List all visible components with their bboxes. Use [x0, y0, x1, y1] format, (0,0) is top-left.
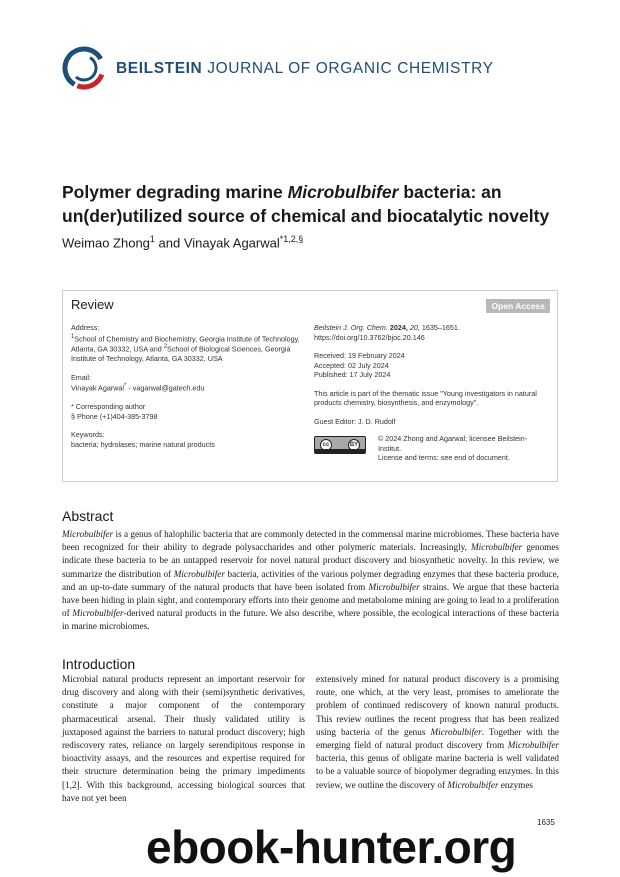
- cc-icon: cc: [320, 439, 332, 451]
- accepted-date: Accepted: 02 July 2024: [314, 360, 389, 370]
- genus-name: Microbulbifer: [430, 726, 482, 737]
- text-run: . Together with the emerging field of natural product discovery from: [316, 726, 559, 751]
- author-list: Weimao Zhong$^1$ and Vinayak Agarwal$^{*1,2,\S}$: [62, 234, 304, 251]
- article-info-box: [62, 290, 558, 482]
- info-right-column: [314, 323, 550, 466]
- text-run: bacteria, activities of the various polymer degrading enzymes that these bacteria produce, and an up-to-date summary of the natural products that have been isolated from: [62, 568, 559, 592]
- phone-note: § Phone (+1)404-385-3798: [71, 411, 158, 421]
- guest-editor: Guest Editor: J. D. Rudolf: [314, 416, 396, 426]
- article-type: Review: [71, 297, 114, 312]
- genus-name: Microbulbifer: [72, 608, 124, 619]
- text-run: genomes indicate these bacteria to be an untapped reservoir for novel natural product discovery and biosynthetic novelty. In this review, we summarize the distribution of: [62, 542, 559, 579]
- thematic-issue-note: This article is part of the thematic issue "Young investigators in natural products chemistry, biosynthesis, and enzymology".: [314, 388, 537, 407]
- genus-name: Microbulbifer: [471, 542, 523, 553]
- keywords-label: Keywords:: [71, 430, 105, 440]
- address-label: Address:: [71, 323, 100, 332]
- abstract-heading: Abstract: [62, 508, 114, 524]
- open-access-badge: Open Access: [486, 299, 550, 313]
- journal-header: [62, 46, 494, 90]
- corresponding-note: * Corresponding author: [71, 402, 146, 412]
- article-title: Polymer degrading marine Microbulbifer bacteria: an un(der)utilized source of chemical and biocatalytic novelty: [62, 182, 550, 226]
- info-left-column: [71, 323, 301, 449]
- text-run: enzymes: [498, 779, 533, 790]
- introduction-left-column: [62, 673, 305, 805]
- email-line[interactable]: Vinayak Agarwal* - vagarwal@gatech.edu: [71, 383, 205, 393]
- text-run: bacteria, this genus of obligate marine bacteria is well validated to be a valuable source of biopolymer degrading enzymes. In this review, we outline the discovery of: [316, 753, 559, 790]
- text-run: strains. We argue that these bacteria have been hiding in plain sight, and contemporary efforts into their genome and metabolome mining are going to lead to a proliferation of: [62, 581, 560, 619]
- journal-name: BEILSTEIN JOURNAL OF ORGANIC CHEMISTRY: [116, 60, 494, 77]
- author-affiliation: 1: [149, 234, 155, 244]
- published-date: Published: 17 July 2024: [314, 370, 391, 379]
- author-name: Vinayak Agarwal: [183, 235, 280, 251]
- genus-name: Microbulbifer: [173, 568, 225, 579]
- page-number: 1635: [537, 818, 555, 827]
- genus-name: Microbulbifer: [447, 779, 499, 790]
- address-text: $^1$School of Chemistry and Biochemistry, Georgia Institute of Technology, Atlanta, GA 30332, USA and $^2$School of Biological Sciences, Georgia Institute of Technology, Atlanta, GA 30332, USA: [71, 333, 300, 364]
- citation: Beilstein J. Org. Chem. 2024, 20, 1635–1651.: [314, 323, 460, 332]
- license-text: © 2024 Zhong and Agarwal; licensee Beilstein-Institut. License and terms: see end of document.: [378, 434, 528, 462]
- author-name: Weimao Zhong: [62, 235, 150, 251]
- doi-link[interactable]: https://doi.org/10.3762/bjoc.20.146: [314, 332, 425, 342]
- beilstein-logo-icon: [62, 46, 106, 90]
- genus-name: Microbulbifer: [62, 529, 114, 539]
- introduction-paragraph: [316, 673, 559, 792]
- by-person-icon: BY: [348, 439, 360, 451]
- keywords-text: bacteria; hydrolases; marine natural products: [71, 439, 215, 449]
- email-label: Email:: [71, 372, 91, 382]
- genus-name: Microbulbifer: [368, 581, 420, 592]
- author-affiliation: *1,2,§: [279, 234, 304, 244]
- text-run: is a genus of halophilic bacteria that are commonly detected in the commensal marine microbiomes. These bacteria have been recognized for their ability to degrade polysaccharides and other polymeric materials. Increasingly,: [62, 529, 559, 553]
- cc-by-license-icon[interactable]: [314, 436, 366, 454]
- text-run: -derived natural products in the future. We also describe, where possible, the ecological interactions of these bacteria in marine microbiomes.: [62, 608, 559, 632]
- abstract-body: [62, 528, 559, 634]
- introduction-right-column: [316, 673, 559, 792]
- text-run: Microbial natural products represent an important reservoir for drug discovery and along with their (semi)synthetic derivatives, constitute a major component of the contemporary pharmaceutical arsenal. Their thusly validated utility is juxtaposed against the barriers to natural product discovery; high rediscovery rates, reliance on largely serendipitous response in bioactivity assays, and the resources and expertise required for their structure determination being the primary impediments [1,2]. With this background, accessing biological sources that have not yet been: [62, 674, 305, 803]
- genus-name: Microbulbifer: [507, 740, 559, 751]
- received-date: Received: 19 February 2024: [314, 351, 405, 360]
- license-row: [314, 434, 550, 466]
- text-run: extensively mined for natural product discovery is a promising route, one which, at the very least, promises to ameliorate the problem of continued rediscovery of known natural products. This review outlines the recent progress that has been realized using bacteria of the genus: [316, 674, 559, 737]
- watermark: ebook-hunter.org: [146, 821, 517, 873]
- abstract-paragraph: [62, 528, 559, 634]
- introduction-paragraph: [62, 673, 305, 805]
- introduction-heading: Introduction: [62, 656, 136, 672]
